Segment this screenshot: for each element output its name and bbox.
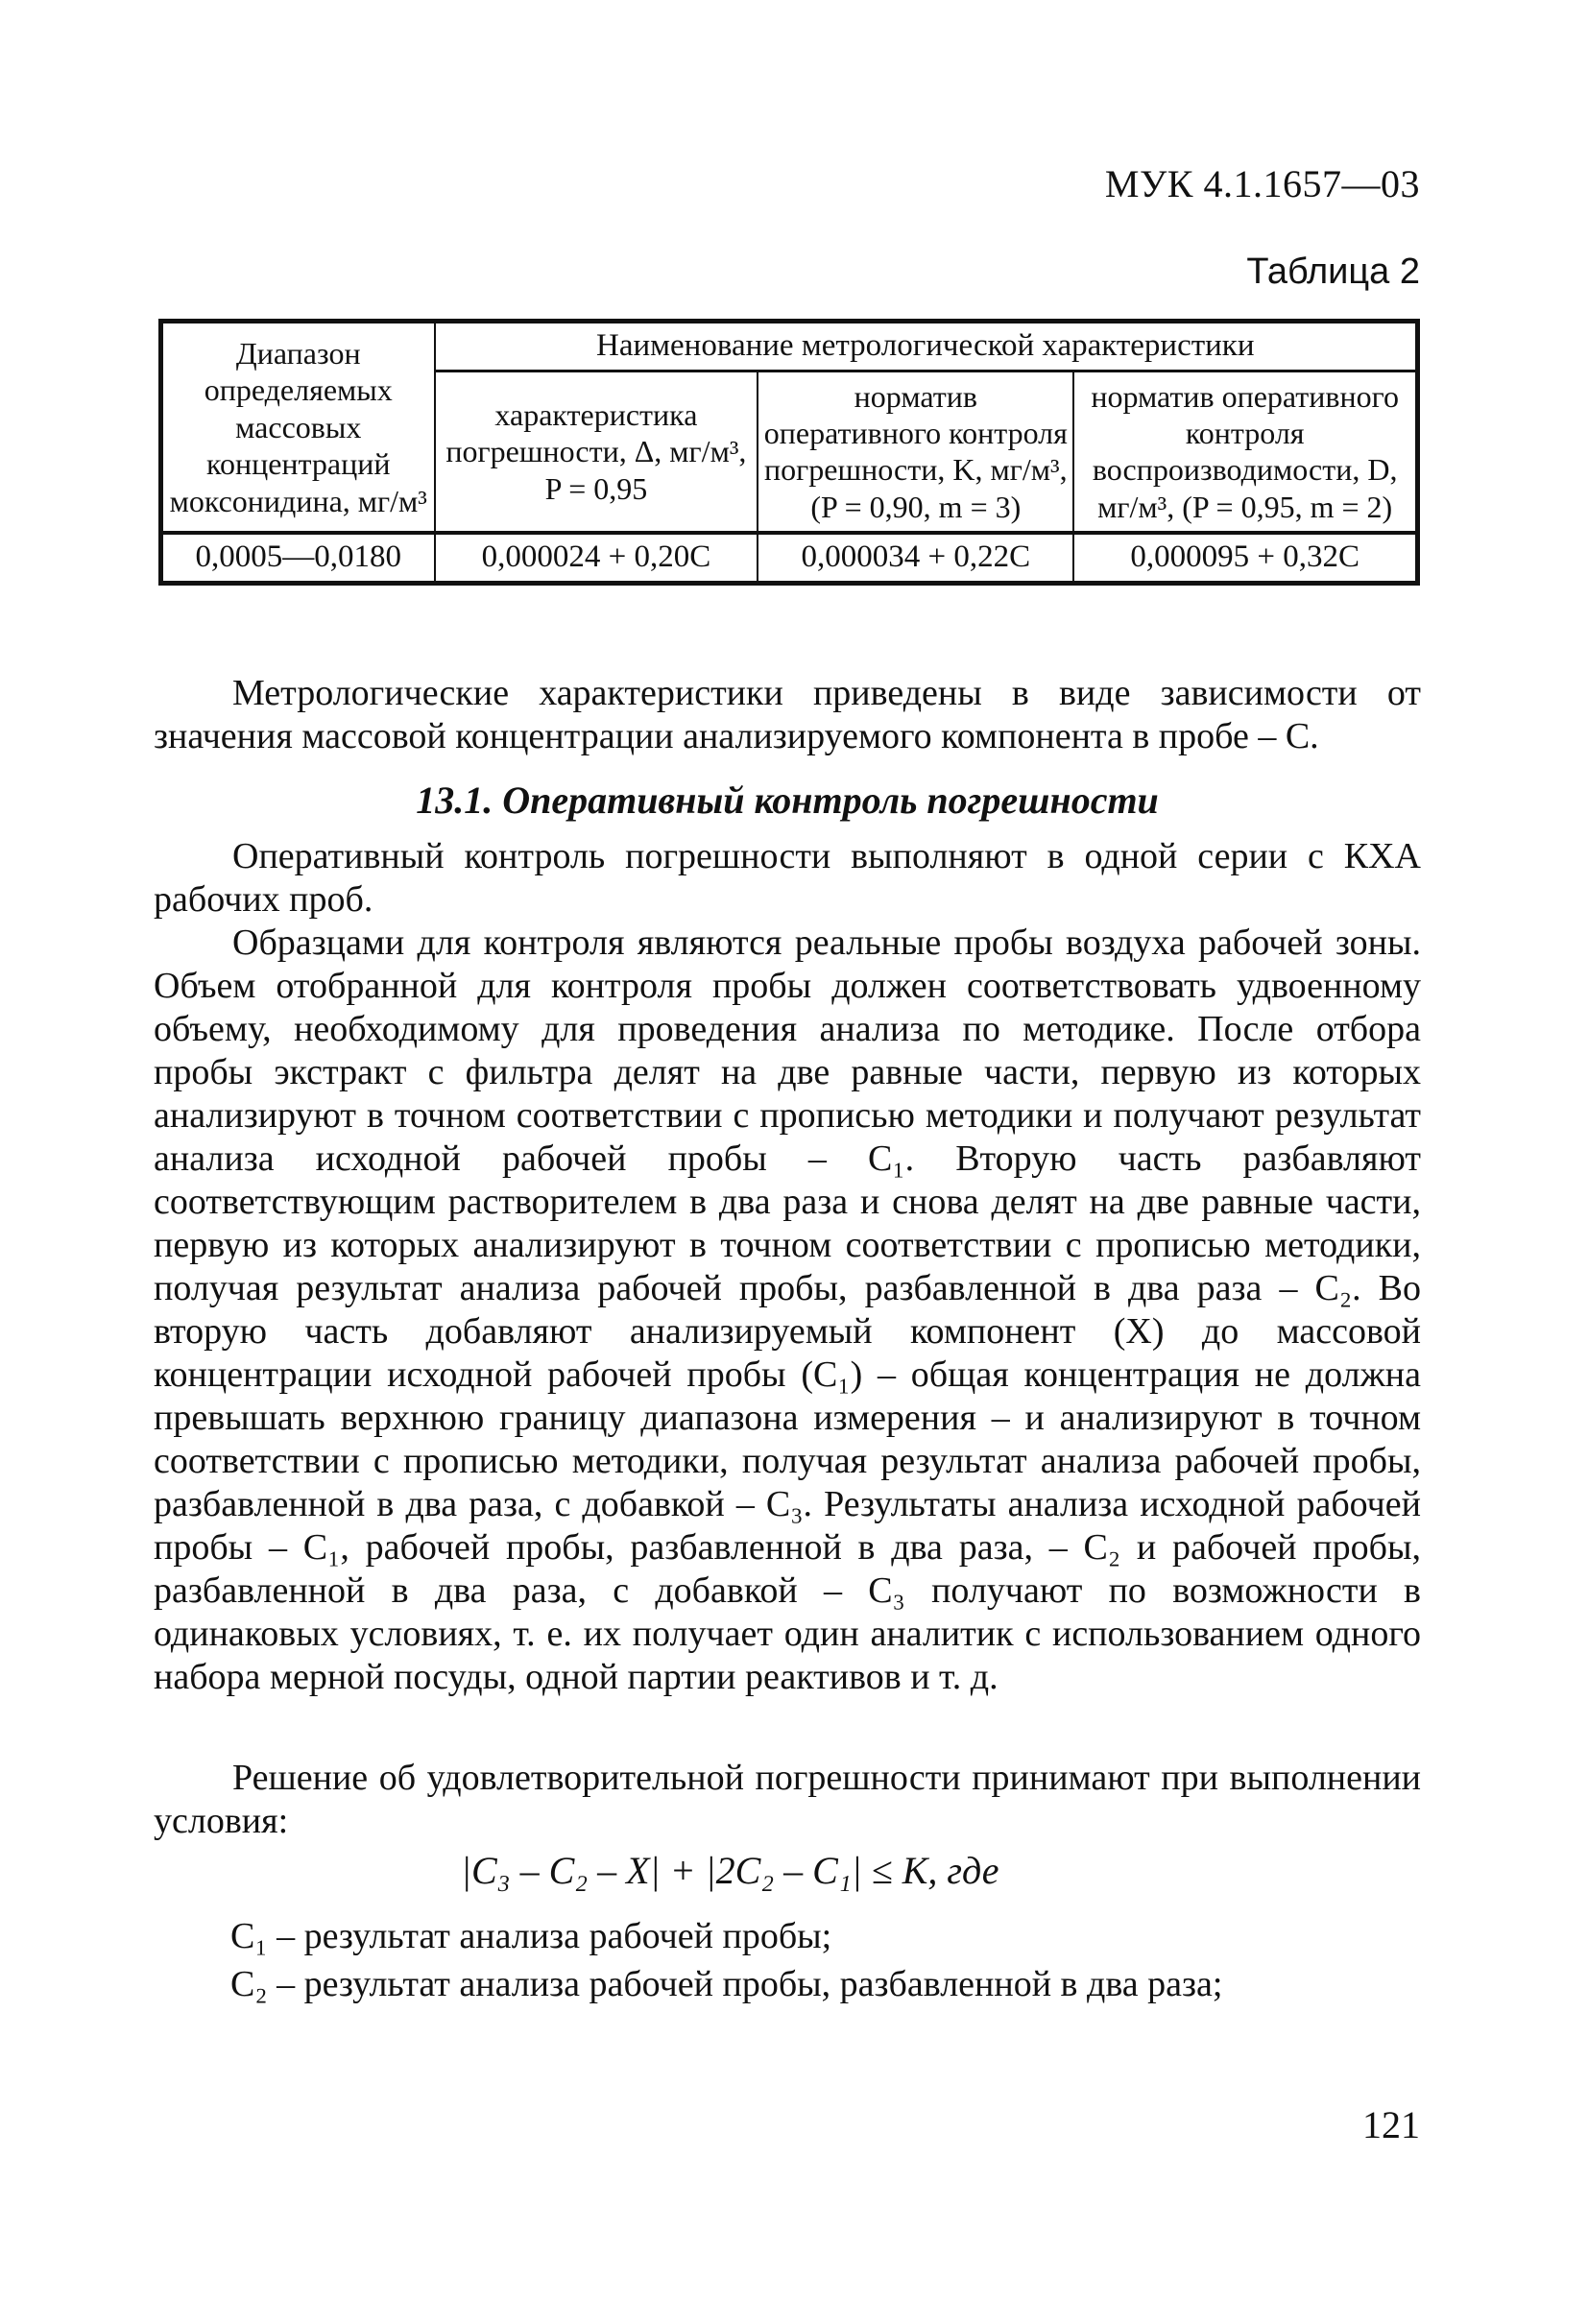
definition-c1: C₁ – результат анализа рабочей пробы; [230, 1916, 832, 1956]
cell-error: 0,000024 + 0,20C [435, 533, 758, 583]
paragraph-3: Решение об удовлетворительной погрешности принимают при выполнении условия: [154, 1758, 1421, 1841]
definition-c2: C₂ – результат анализа рабочей пробы, разбавленной в два раза; [230, 1964, 1223, 2004]
cell-error-control: 0,000034 + 0,22C [758, 533, 1073, 583]
col-range-header: Диапазон определяемых массовых концентраций моксонидина, мг/м³ [161, 322, 435, 534]
col-error-control-header: норматив оперативного контроля погрешности, K, мг/м³, (P = 0,90, m = 3) [758, 371, 1073, 533]
table-caption: Таблица 2 [1246, 252, 1420, 292]
document-code: МУК 4.1.1657—03 [1104, 162, 1420, 205]
table-row [161, 533, 1418, 583]
col-error-header: характеристика погрешности, Δ, мг/м³, P = 0,95 [435, 371, 758, 533]
formula: |C₃ – C₂ – X| + |2C₂ – C₁| ≤ K, где [461, 1849, 999, 1892]
group-header: Наименование метрологической характеристики [435, 322, 1418, 371]
cell-range: 0,0005—0,0180 [161, 533, 435, 583]
cell-reproducibility: 0,000095 + 0,32C [1073, 533, 1417, 583]
col-reproducibility-header: норматив оперативного контроля воспроизводимости, D, мг/м³, (P = 0,95, m = 2) [1073, 371, 1417, 533]
section-heading: 13.1. Оперативный контроль погрешности [416, 779, 1159, 822]
paragraph-1: Оперативный контроль погрешности выполняют в одной серии с КХА рабочих проб. [154, 836, 1421, 920]
page-number: 121 [1362, 2103, 1420, 2146]
metrology-table [158, 319, 1420, 586]
paragraph-2: Образцами для контроля являются реальные пробы воздуха рабочей зоны. Объем отобранной для контроля пробы должен соответствовать удвоенному объему, необходимому для проведения анализа по методике. После отбора пробы экстракт с фильтра делят на две равные части, первую из которых анализируют в точном соответствии с прописью методики и получают результат анализа исходной рабочей пробы – C₁. Вторую часть разбавляют соответствующим растворителем в два раза и снова делят на две равные части, первую из которых анализируют в точном соответствии с прописью методики, получая результат анализа рабочей пробы, разбавленной в два раза – C₂. Во вторую часть добавляют анализируемый компонент (X) до массовой концентрации исходной рабочей пробы (C₁) – общая концентрация не должна превышать верхнюю границу диапазона измерения – и анализируют в точном соответствии с прописью методики, получая результат анализа рабочей пробы, разбавленной в два раза, с добавкой – C₃. Результаты анализа исходной рабочей пробы – C₁, рабочей пробы, разбавленной в два раза, – C₂ и рабочей пробы, разбавленной в два раза, с добавкой – C₃ получают по возможности в одинаковых условиях, т. е. их получает один аналитик с использованием одного набора мерной посуды, одной партии реактивов и т. д. [154, 922, 1421, 1697]
paragraph-metrology: Метрологические характеристики приведены в виде зависимости от значения массовой концентрации анализируемого компонента в пробе – C. [154, 673, 1421, 756]
